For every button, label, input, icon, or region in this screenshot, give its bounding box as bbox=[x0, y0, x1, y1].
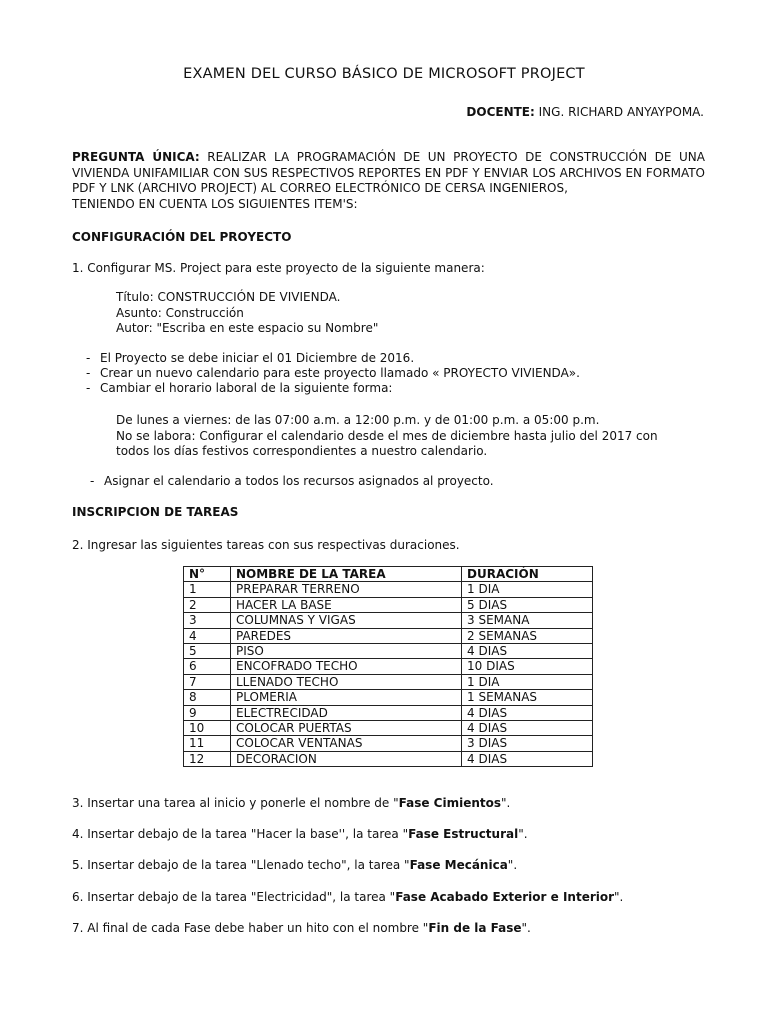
table-row bbox=[184, 674, 593, 689]
table-row bbox=[184, 690, 593, 705]
column-header-duration: DURACIÓN bbox=[462, 567, 593, 582]
task-name-cell: COLUMNAS Y VIGAS bbox=[231, 613, 462, 628]
task-duration-cell: 4 DIAS bbox=[462, 751, 593, 766]
task-duration-cell: 5 DIAS bbox=[462, 597, 593, 612]
docente-line bbox=[466, 105, 704, 119]
column-header-name: NOMBRE DE LA TAREA bbox=[231, 567, 462, 582]
step-3: 3. Insertar una tarea al inicio y ponerle el nombre de "Fase Cimientos". bbox=[72, 796, 511, 810]
task-duration-cell: 1 DIA bbox=[462, 674, 593, 689]
step-2: 2. Ingresar las siguientes tareas con sus respectivas duraciones. bbox=[72, 538, 460, 552]
task-name-cell: COLOCAR VENTANAS bbox=[231, 736, 462, 751]
tasks-table bbox=[183, 566, 593, 767]
task-duration-cell: 10 DIAS bbox=[462, 659, 593, 674]
task-name-cell: LLENADO TECHO bbox=[231, 674, 462, 689]
task-name-cell: ELECTRECIDAD bbox=[231, 705, 462, 720]
table-row bbox=[184, 597, 593, 612]
schedule-holidays: todos los días festivos correspondientes a nuestro calendario. bbox=[116, 444, 488, 459]
task-number-cell: 1 bbox=[184, 582, 231, 597]
table-row bbox=[184, 613, 593, 628]
pregunta-paragraph bbox=[72, 150, 705, 212]
bullet-item: - Cambiar el horario laboral de la siguiente forma: bbox=[86, 381, 393, 396]
task-number-cell: 3 bbox=[184, 613, 231, 628]
task-duration-cell: 2 SEMANAS bbox=[462, 628, 593, 643]
task-name-cell: ENCOFRADO TECHO bbox=[231, 659, 462, 674]
phase-name: Fin de la Fase bbox=[428, 921, 522, 935]
task-name-cell: HACER LA BASE bbox=[231, 597, 462, 612]
table-row bbox=[184, 644, 593, 659]
schedule-nonwork: No se labora: Configurar el calendario desde el mes de diciembre hasta julio del 2017 con bbox=[116, 428, 658, 443]
phase-name: Fase Mecánica bbox=[409, 858, 508, 872]
pregunta-text-end: TENIENDO EN CUENTA LOS SIGUIENTES ITEM'S: bbox=[72, 196, 358, 211]
task-number-cell: 7 bbox=[184, 674, 231, 689]
task-number-cell: 9 bbox=[184, 705, 231, 720]
table-row bbox=[184, 721, 593, 736]
task-duration-cell: 4 DIAS bbox=[462, 721, 593, 736]
bullet-item: - Crear un nuevo calendario para este proyecto llamado « PROYECTO VIVIENDA». bbox=[86, 366, 580, 381]
task-duration-cell: 4 DIAS bbox=[462, 644, 593, 659]
task-number-cell: 11 bbox=[184, 736, 231, 751]
assign-bullet bbox=[90, 474, 494, 489]
table-header-row bbox=[184, 567, 593, 582]
project-properties bbox=[116, 290, 378, 337]
tasks-heading: INSCRIPCION DE TAREAS bbox=[72, 505, 239, 519]
task-name-cell: PAREDES bbox=[231, 628, 462, 643]
table-row bbox=[184, 751, 593, 766]
property-title: Título: CONSTRUCCIÓN DE VIVIENDA. bbox=[116, 290, 341, 304]
task-number-cell: 6 bbox=[184, 659, 231, 674]
work-schedule bbox=[116, 413, 716, 460]
task-name-cell: PREPARAR TERRENO bbox=[231, 582, 462, 597]
task-name-cell: DECORACION bbox=[231, 751, 462, 766]
phase-name: Fase Estructural bbox=[408, 827, 519, 841]
bullet-item: - Asignar el calendario a todos los recursos asignados al proyecto. bbox=[90, 474, 494, 488]
task-duration-cell: 4 DIAS bbox=[462, 705, 593, 720]
column-header-number: N° bbox=[184, 567, 231, 582]
phase-name: Fase Acabado Exterior e Interior bbox=[395, 890, 615, 904]
table-row bbox=[184, 628, 593, 643]
task-duration-cell: 1 DIA bbox=[462, 582, 593, 597]
schedule-weekdays: De lunes a viernes: de las 07:00 a.m. a 12:00 p.m. y de 01:00 p.m. a 05:00 p.m. bbox=[116, 413, 600, 427]
docente-name: ING. RICHARD ANYAYPOMA. bbox=[538, 105, 704, 119]
table-row bbox=[184, 582, 593, 597]
config-heading: CONFIGURACIÓN DEL PROYECTO bbox=[72, 230, 292, 244]
step-7: 7. Al final de cada Fase debe haber un hito con el nombre "Fin de la Fase". bbox=[72, 921, 531, 935]
property-author: Autor: "Escriba en este espacio su Nombre" bbox=[116, 321, 379, 336]
step-4: 4. Insertar debajo de la tarea "Hacer la base'', la tarea "Fase Estructural". bbox=[72, 827, 528, 841]
task-duration-cell: 3 SEMANA bbox=[462, 613, 593, 628]
pregunta-label: PREGUNTA ÚNICA: bbox=[72, 150, 200, 164]
task-duration-cell: 3 DIAS bbox=[462, 736, 593, 751]
task-number-cell: 2 bbox=[184, 597, 231, 612]
task-name-cell: COLOCAR PUERTAS bbox=[231, 721, 462, 736]
task-number-cell: 12 bbox=[184, 751, 231, 766]
phase-name: Fase Cimientos bbox=[398, 796, 502, 810]
pregunta-text: REALIZAR LA PROGRAMACIÓN DE UN PROYECTO DE CONSTRUCCIÓN DE UNA VIVIENDA UNIFAMILIAR CON SUS RESPECTIVOS REPORTES EN PDF Y ENVIAR LOS ARCHIVOS EN FORMATO PDF Y LNK (ARCHIVO PROJECT) AL CORREO ELECTRÓNICO DE CERSA INGENIEROS, bbox=[72, 150, 705, 196]
task-number-cell: 8 bbox=[184, 690, 231, 705]
step-1: 1. Configurar MS. Project para este proyecto de la siguiente manera: bbox=[72, 261, 485, 275]
task-name-cell: PLOMERIA bbox=[231, 690, 462, 705]
task-name-cell: PISO bbox=[231, 644, 462, 659]
task-number-cell: 5 bbox=[184, 644, 231, 659]
table-row bbox=[184, 705, 593, 720]
task-number-cell: 4 bbox=[184, 628, 231, 643]
config-bullets bbox=[86, 351, 580, 397]
property-subject: Asunto: Construcción bbox=[116, 305, 244, 320]
step-5: 5. Insertar debajo de la tarea "Llenado techo", la tarea "Fase Mecánica". bbox=[72, 858, 518, 872]
task-number-cell: 10 bbox=[184, 721, 231, 736]
docente-label: DOCENTE: bbox=[466, 105, 535, 119]
table-row bbox=[184, 659, 593, 674]
task-duration-cell: 1 SEMANAS bbox=[462, 690, 593, 705]
table-row bbox=[184, 736, 593, 751]
page-title: EXAMEN DEL CURSO BÁSICO DE MICROSOFT PROJECT bbox=[183, 66, 585, 82]
bullet-item: - El Proyecto se debe iniciar el 01 Diciembre de 2016. bbox=[86, 351, 415, 365]
step-6: 6. Insertar debajo de la tarea "Electricidad", la tarea "Fase Acabado Exterior e Interior". bbox=[72, 890, 624, 904]
